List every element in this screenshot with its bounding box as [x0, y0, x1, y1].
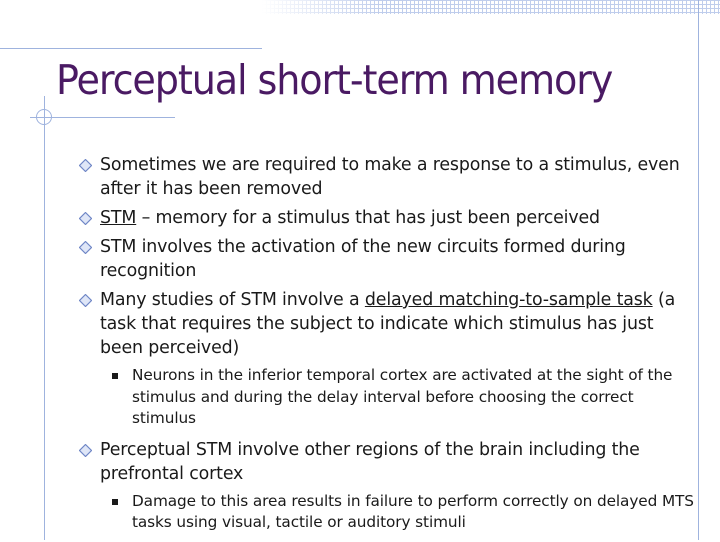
diamond-bullet-icon — [79, 444, 92, 457]
bullet-item — [78, 153, 698, 201]
crosshair-circle-decoration — [36, 109, 52, 125]
grid-fade-decoration — [262, 0, 382, 14]
bullet-text: – memory for a stimulus that has just been perceived — [136, 208, 600, 228]
sub-bullet-text: Damage to this area results in failure to perform correctly on delayed MTS tasks using visual, tactile or auditory stimuli — [132, 491, 694, 531]
sub-bullet-item — [78, 365, 698, 430]
bullet-text: Sometimes we are required to make a response to a stimulus, even after it has been removed — [100, 155, 680, 199]
bullet-text: Perceptual STM involve other regions of the brain including the prefrontal cortex — [100, 439, 640, 484]
stm-term: STM — [100, 208, 137, 228]
bullet-item — [78, 235, 698, 283]
right-guide-line — [698, 0, 699, 540]
sub-bullet-item — [78, 491, 698, 534]
top-guide-line — [0, 48, 262, 49]
bullet-text: STM involves the activation of the new circuits formed during recognition — [100, 237, 626, 281]
bullet-text: Many studies of STM involve a — [100, 290, 365, 310]
diamond-bullet-icon — [79, 159, 92, 172]
bullet-text-cont: (a task that requires the subject to indicate which stimulus has just been perceived) — [100, 290, 676, 358]
sub-bullet-text: Neurons in the inferior temporal cortex are activated at the sight of the stimulus and during the delay interval before choosing the correct stimulus — [132, 366, 673, 427]
delayed-matching-to-sample-term: delayed matching-to-sample task — [364, 290, 653, 310]
bullet-item — [78, 206, 698, 230]
slide-title: Perceptual short-term memory — [56, 56, 613, 104]
bullet-item — [78, 438, 698, 486]
diamond-bullet-icon — [79, 241, 92, 254]
diamond-bullet-icon — [79, 212, 92, 225]
square-bullet-icon — [112, 499, 118, 505]
bullet-item — [78, 288, 698, 360]
slide-content — [78, 153, 698, 542]
square-bullet-icon — [112, 373, 118, 379]
left-guide-line — [44, 96, 45, 540]
diamond-bullet-icon — [79, 294, 92, 307]
